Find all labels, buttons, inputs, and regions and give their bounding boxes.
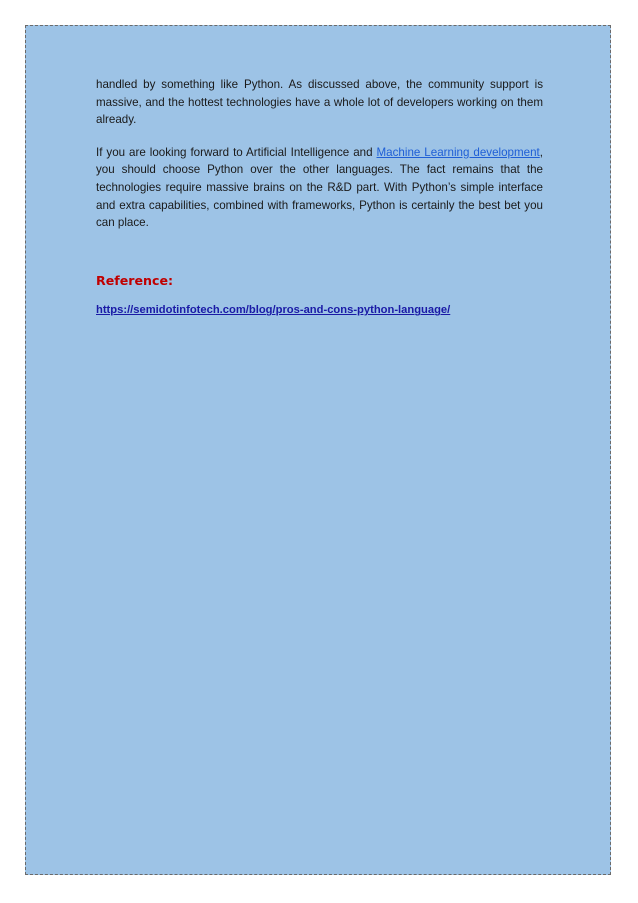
- paragraph-text-end: , you should choose Python over the other languages. The fact remains that the technologies require massive brains on the R&D part. With Python’s simple interface and extra capabilities, combined with frameworks, Python is certainly the best bet you can place.: [96, 145, 543, 230]
- paragraph-community-support: handled by something like Python. As discussed above, the community support is massive, and the hottest technologies have a whole lot of developers working on them already.: [96, 78, 543, 127]
- machine-learning-link[interactable]: Machine Learning development: [376, 145, 540, 159]
- reference-url-link[interactable]: https://semidotinfotech.com/blog/pros-and-cons-python-language/: [96, 304, 451, 317]
- document-page: [25, 25, 611, 875]
- reference-heading: Reference:: [96, 272, 174, 288]
- paragraph-ai-ml: [96, 144, 543, 232]
- paragraph-text-start: If you are looking forward to Artificial Intelligence and: [96, 145, 377, 159]
- page-content: [96, 76, 543, 320]
